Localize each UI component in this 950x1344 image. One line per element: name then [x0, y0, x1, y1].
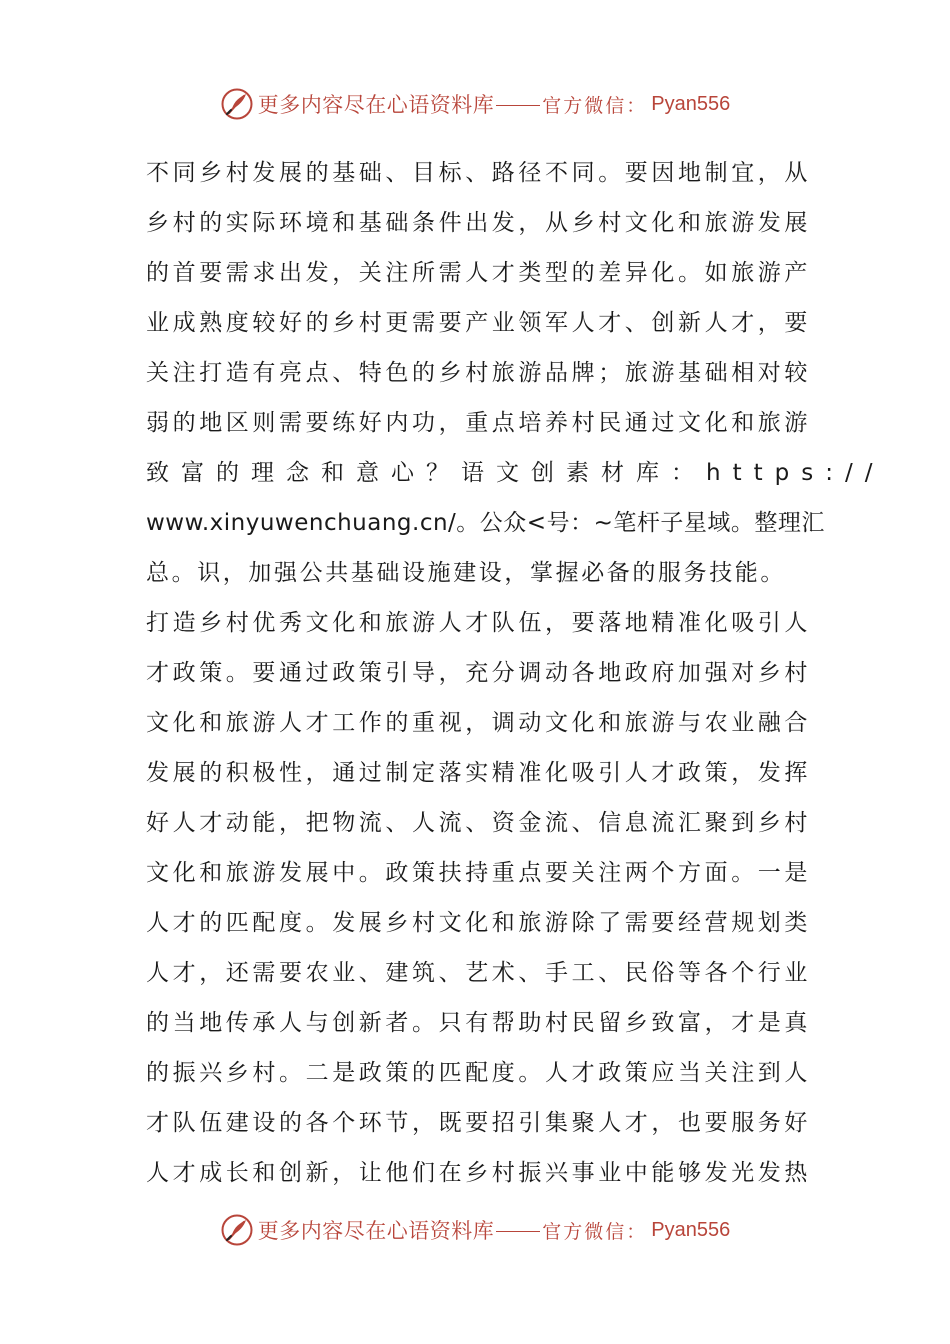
header-subtitle: 官方微信： [542, 94, 648, 117]
text-line: 才队伍建设的各个环节，既要招引集聚人才，也要服务好 [146, 1110, 810, 1136]
text-line: 才政策。要通过政策引导，充分调动各地政府加强对乡村 [146, 660, 810, 686]
text-line: 乡村的实际环境和基础条件出发，从乡村文化和旅游发展 [146, 210, 810, 236]
text-line: 文化和旅游人才工作的重视，调动文化和旅游与农业融合 [146, 710, 810, 736]
text-line: 发展的积极性，通过制定落实精准化吸引人才政策，发挥 [146, 760, 810, 786]
text-line: 打造乡村优秀文化和旅游人才队伍，要落地精准化吸引人 [146, 610, 810, 636]
text-line: 文化和旅游发展中。政策扶持重点要关注两个方面。一是 [146, 860, 810, 886]
footer-wechat-id: Pyan556 [651, 1218, 731, 1241]
quill-logo-icon [220, 1213, 254, 1247]
text-line: 的振兴乡村。二是政策的匹配度。人才政策应当关注到人 [146, 1060, 810, 1086]
header-dash [496, 105, 540, 106]
footer-dash [496, 1231, 540, 1232]
header-banner [0, 84, 950, 124]
header-wechat-id: Pyan556 [651, 92, 731, 115]
footer-title: 更多内容尽在心语资料库 [257, 1219, 495, 1243]
header-title: 更多内容尽在心语资料库 [257, 93, 495, 117]
text-line: 人才，还需要农业、建筑、艺术、手工、民俗等各个行业 [146, 960, 810, 986]
text-line: www.xinyuwenchuang.cn/。公众<号：~笔杆子星域。整理汇 [146, 510, 825, 536]
text-line: 弱的地区则需要练好内功，重点培养村民通过文化和旅游 [146, 410, 810, 436]
footer-subtitle: 官方微信： [542, 1220, 648, 1243]
body-text [146, 148, 885, 1198]
text-line: 的首要需求出发，关注所需人才类型的差异化。如旅游产 [146, 260, 810, 286]
footer-banner [0, 1210, 950, 1250]
text-line: 的当地传承人与创新者。只有帮助村民留乡致富，才是真 [146, 1010, 810, 1036]
text-line: 总。识，加强公共基础设施建设，掌握必备的服务技能。 [146, 560, 786, 586]
text-line: 人才成长和创新，让他们在乡村振兴事业中能够发光发热 [146, 1160, 810, 1186]
text-line: 关注打造有亮点、特色的乡村旅游品牌；旅游基础相对较 [146, 360, 810, 386]
text-line: 好人才动能，把物流、人流、资金流、信息流汇聚到乡村 [146, 810, 810, 836]
text-line: 业成熟度较好的乡村更需要产业领军人才、创新人才，要 [146, 310, 810, 336]
text-line: 人才的匹配度。发展乡村文化和旅游除了需要经营规划类 [146, 910, 810, 936]
text-line: 不同乡村发展的基础、目标、路径不同。要因地制宜，从 [146, 160, 810, 186]
text-line: 致富的理念和意心？语文创素材库：https:// [146, 460, 885, 486]
quill-logo-icon [220, 87, 254, 121]
